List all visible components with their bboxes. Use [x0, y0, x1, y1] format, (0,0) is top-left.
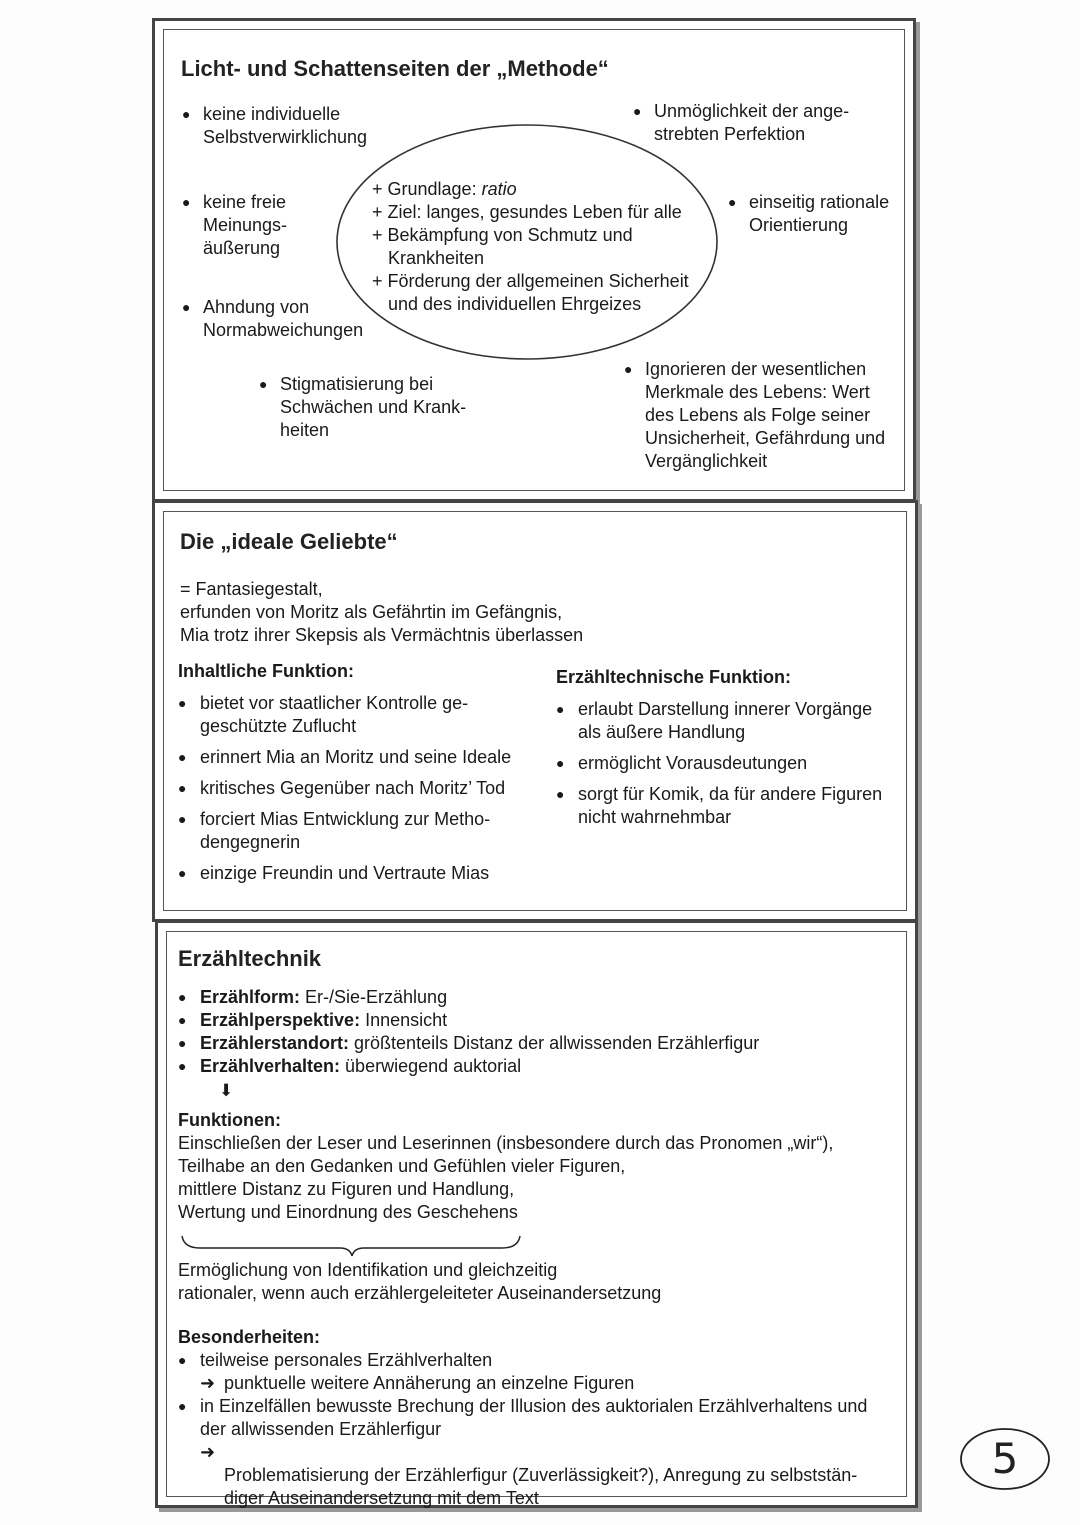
center-line-2: + Ziel: langes, gesundes Leben für alle [372, 202, 682, 222]
down-arrow-icon: ⬇ [219, 1081, 234, 1101]
point-ignorieren-merkmale: ● Ignorieren der wesentlichen Merkmale des Lebens: Wert des Lebens als Folge seiner Unsicherheit, Gefährdung und Vergänglichkeit [645, 358, 885, 473]
fact-item: ● Erzählform: Er-/Sie-Erzählung [178, 986, 898, 1009]
point-stigmatisierung: ● Stigmatisierung bei Schwächen und Krank- heiten [280, 373, 466, 442]
special-block [178, 1326, 893, 1510]
point-perfektion: ● Unmöglichkeit der ange- strebten Perfektion [654, 100, 849, 146]
fact-item: ● Erzählperspektive: Innensicht [178, 1009, 898, 1032]
right-heading: Erzähltechnische Funktion: [556, 667, 792, 687]
point-rationale-orientierung: ● einseitig rationale Orientierung [749, 191, 889, 237]
left-functions [178, 660, 538, 893]
center-line-1: + Grundlage: ratio [372, 179, 517, 199]
left-item: ● einzige Freundin und Vertraute Mias [178, 862, 538, 885]
box2-intro: = Fantasiegestalt, erfunden von Moritz als Gefährtin im Gefängnis, Mia trotz ihrer Skepsis als Vermächtnis überlassen [180, 579, 584, 645]
point-normabweichungen: ● Ahndung von Normabweichungen [203, 296, 363, 342]
special-item: ● teilweise personales Erzählverhalten [178, 1349, 893, 1372]
special-item: ● in Einzelfällen bewusste Brechung der Illusion des auktorialen Erzählverhaltens und der allwissenden Erzählerfigur [178, 1395, 893, 1441]
center-line-4: Krankheiten [388, 248, 485, 268]
right-functions [556, 666, 901, 837]
special-arrow-item: ➜ Problematisierung der Erzählerfigur (Zuverlässigkeit?), Anregung zu selbststän- diger Auseinandersetzung mit dem Text [200, 1442, 858, 1508]
brace [180, 1232, 525, 1258]
left-heading: Inhaltliche Funktion: [178, 661, 354, 681]
center-line-6: und des individuellen Ehrgeizes [388, 294, 642, 314]
special-arrow-item: ➜ punktuelle weitere Annäherung an einzelne Figuren [200, 1373, 635, 1393]
arrow-right-icon: ➜ [200, 1442, 216, 1462]
box1-title: Licht- und Schattenseiten der „Methode“ [181, 56, 609, 81]
fact-item: ● Erzählerstandort: größtenteils Distanz der allwissenden Erzählerfigur [178, 1032, 898, 1055]
left-item: ● bietet vor staatlicher Kontrolle ge- geschützte Zuflucht [178, 692, 538, 738]
left-item: ● erinnert Mia an Moritz und seine Ideale [178, 746, 538, 769]
page-number: 5 [958, 1426, 1052, 1492]
left-item: ● forciert Mias Entwicklung zur Metho- dengegnerin [178, 808, 538, 854]
special-heading: Besonderheiten: [178, 1327, 321, 1347]
result-text: Ermöglichung von Identifikation und gleichzeitig rationaler, wenn auch erzählergeleiteter Auseinandersetzung [178, 1260, 662, 1303]
facts-list [178, 986, 898, 1078]
functions-block: Funktionen: Einschließen der Leser und Leserinnen (insbesondere durch das Pronomen „wir“), Teilhabe an den Gedanken und Gefühlen vieler Figuren, mittlere Distanz zu Figuren und Handlung, Wertung und Einordnung des Geschehens [178, 1109, 898, 1224]
fact-item: ● Erzählverhalten: überwiegend auktorial [178, 1055, 898, 1078]
center-line-5: + Förderung der allgemeinen Sicherheit [372, 271, 689, 291]
center-line-3: + Bekämpfung von Schmutz und [372, 225, 633, 245]
box3-title: Erzähltechnik [178, 946, 322, 971]
right-item: ● ermöglicht Vorausdeutungen [556, 752, 901, 775]
arrow-right-icon: ➜ [200, 1373, 216, 1393]
functions-heading: Funktionen: [178, 1110, 281, 1130]
right-item: ● erlaubt Darstellung innerer Vorgänge als äußere Handlung [556, 698, 901, 744]
box2-title: Die „ideale Geliebte“ [180, 529, 398, 554]
point-meinungsaeusserung: ● keine freie Meinungs- äußerung [203, 191, 287, 260]
point-selbstverwirklichung: ● keine individuelle Selbstverwirklichung [203, 103, 367, 149]
center-text [372, 178, 712, 316]
left-item: ● kritisches Gegenüber nach Moritz’ Tod [178, 777, 538, 800]
right-item: ● sorgt für Komik, da für andere Figuren nicht wahrnehmbar [556, 783, 901, 829]
